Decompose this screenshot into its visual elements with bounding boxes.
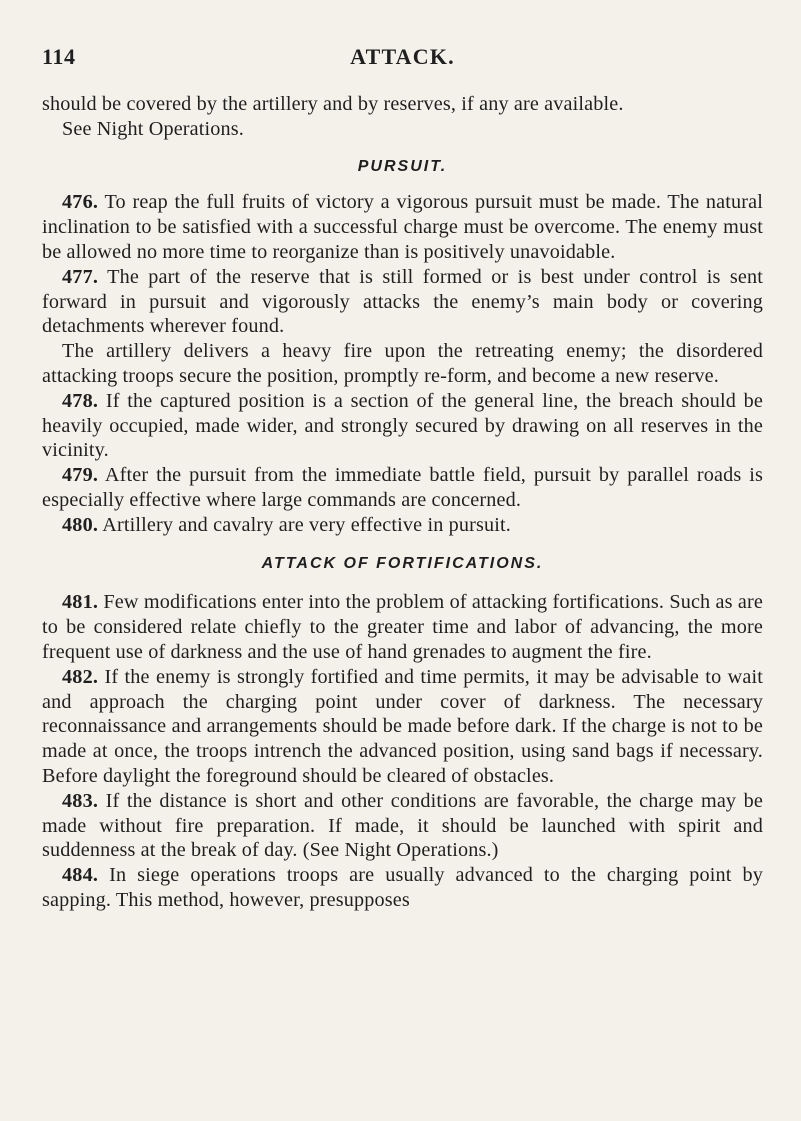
paragraph-text: Few modifications enter into the problem of attacking fortifications. Such as are to be considered relate chiefly to the greater time and labor of advancing, the more frequent use of darkness and the use of hand grenades to augment the fire. bbox=[42, 591, 763, 663]
continued-paragraph: should be covered by the artillery and by reserves, if any are available. bbox=[42, 93, 624, 115]
paragraph-text: In siege operations troops are usually advanced to the charging point by sapping. This method, however, presupposes bbox=[42, 864, 763, 911]
paragraph-477-continued bbox=[42, 339, 763, 389]
paragraph-text: To reap the full fruits of victory a vigorous pursuit must be made. The natural inclination to be satisfied with a successful charge must be overcome. The enemy must be allowed no more time to reorganize than is positively unavoidable. bbox=[42, 191, 763, 263]
paragraph-number: 482. bbox=[62, 665, 99, 688]
paragraph-number: 480. bbox=[62, 513, 99, 536]
paragraph-476 bbox=[42, 190, 763, 264]
paragraph-text: Artillery and cavalry are very effective in pursuit. bbox=[102, 513, 511, 536]
paragraph-number: 484. bbox=[62, 864, 99, 887]
body-text bbox=[42, 92, 763, 913]
paragraph-number: 481. bbox=[62, 591, 99, 614]
paragraph-483 bbox=[42, 789, 763, 863]
paragraph-text: If the distance is short and other conditions are favorable, the charge may be made without fire preparation. If made, it should be launched with spirit and suddenness at the break of day. (See Night Operations.) bbox=[42, 789, 763, 862]
page-number: 114 bbox=[42, 44, 76, 69]
paragraph-number: 477. bbox=[62, 265, 99, 288]
running-title: ATTACK. bbox=[350, 44, 455, 69]
see-also-paragraph: See Night Operations. bbox=[62, 117, 244, 140]
paragraph-number: 483. bbox=[62, 789, 99, 812]
paragraph-number: 479. bbox=[62, 464, 99, 487]
section-heading-attack-of-fortifications: ATTACK OF FORTIFICATIONS. bbox=[261, 554, 544, 572]
paragraph-text: If the enemy is strongly fortified and time permits, it may be advisable to wait and approach the charging point under cover of darkness. The necessary reconnaissance and arrangements should be made before dark. If the charge is not to be made at once, the troops intrench the advanced position, using sand bags if necessary. Before daylight the foreground should be cleared of obstacles. bbox=[42, 665, 763, 787]
paragraph-478 bbox=[42, 389, 763, 463]
paragraph-text: The artillery delivers a heavy fire upon the retreating enemy; the disordered attacking troops secure the position, promptly re-form, and become a new reserve. bbox=[42, 340, 763, 387]
paragraph-482 bbox=[42, 665, 763, 789]
paragraph-text: If the captured position is a section of the general line, the breach should be heavily occupied, made wider, and strongly secured by drawing on all reserves in the vicinity. bbox=[42, 389, 763, 462]
paragraph-number: 478. bbox=[62, 389, 99, 412]
paragraph-text: After the pursuit from the immediate battle field, pursuit by parallel roads is especially effective where large commands are concerned. bbox=[42, 464, 763, 511]
paragraph-479 bbox=[42, 463, 763, 513]
running-head bbox=[42, 40, 763, 76]
paragraph-481 bbox=[42, 590, 763, 664]
section-heading-pursuit: PURSUIT. bbox=[357, 157, 448, 175]
paragraph-480 bbox=[42, 513, 763, 538]
paragraph-text: The part of the reserve that is still formed or is best under control is sent forward in pursuit and vigorously attacks the enemy’s main body or covering detachments wherever found. bbox=[42, 265, 763, 338]
paragraph-484 bbox=[42, 863, 763, 913]
paragraph-477 bbox=[42, 265, 763, 339]
paragraph-number: 476. bbox=[62, 191, 99, 214]
